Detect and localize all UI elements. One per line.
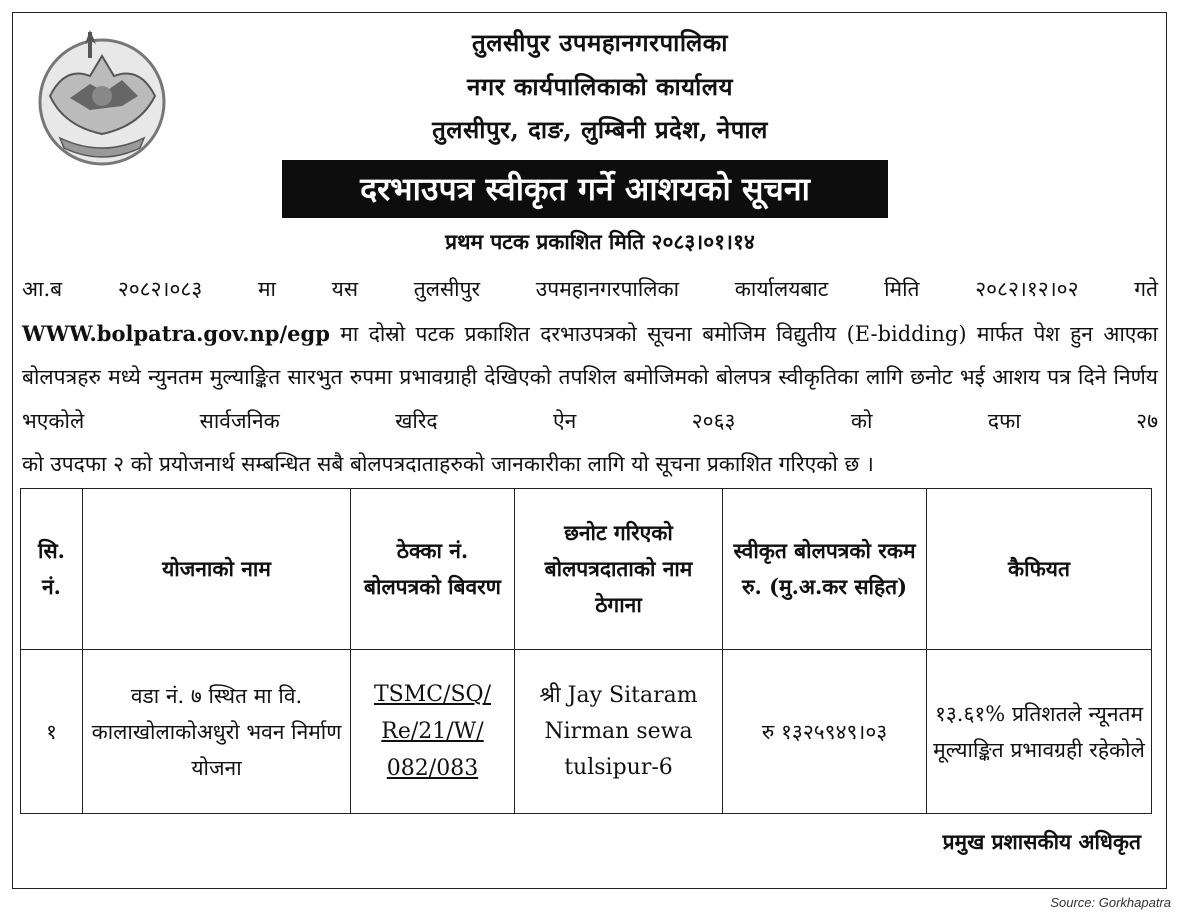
body-last-line: को उपदफा २ को प्रयोजनार्थ सम्बन्धित सबै बोलपत्रदाताहरुको जानकारीका लागि यो सूचना प्रकाशित गरिएको छ ।: [22, 452, 874, 476]
col-header-contract: ठेक्का नं. बोलपत्रको बिवरण: [351, 489, 515, 650]
col-header-remarks: कैफियत: [927, 489, 1152, 650]
award-table: [20, 488, 1152, 814]
nepal-emblem-icon: [30, 26, 175, 171]
body-main: [22, 312, 1158, 444]
signoff-title: प्रमुख प्रशासकीय अधिकृत: [942, 829, 1141, 854]
office-address: तुलसीपुर, दाङ, लुम्बिनी प्रदेश, नेपाल: [432, 115, 768, 144]
egp-url: WWW.bolpatra.gov.np/egp: [22, 320, 330, 346]
contract-number: TSMC/SQ/ Re/21/W/ 082/083: [373, 682, 492, 781]
publish-date: प्रथम पटक प्रकाशित मिति २०८३।०१।१४: [445, 229, 755, 254]
cell-remarks: १३.६१% प्रतिशतले न्यूनतम मूल्याङ्कित प्रभावग्रही रहेकोले: [927, 650, 1152, 814]
notice-title: दरभाउपत्र स्वीकृत गर्ने आशयको सूचना: [282, 160, 888, 218]
cell-contract: [351, 650, 515, 814]
cell-amount: रु १३२५९४९।०३: [723, 650, 927, 814]
col-header-sn: सि. नं.: [21, 489, 83, 650]
cell-sn: १: [21, 650, 83, 814]
table-header-row: [21, 489, 1152, 650]
cell-project: वडा नं. ७ स्थित मा वि. कालाखोलाकोअधुरो भवन निर्माण योजना: [83, 650, 351, 814]
office-department: नगर कार्यपालिकाको कार्यालय: [466, 72, 734, 101]
table-row: [21, 650, 1152, 814]
office-name: तुलसीपुर उपमहानगरपालिका: [472, 28, 728, 57]
notice-body: [22, 268, 1158, 487]
col-header-amount: स्वीकृत बोलपत्रको रकम रु. (मु.अ.कर सहित): [723, 489, 927, 650]
source-credit: Source: Gorkhapatra: [1050, 895, 1171, 910]
col-header-project: योजनाको नाम: [83, 489, 351, 650]
col-header-bidder: छनोट गरिएको बोलपत्रदाताको नाम ठेगाना: [515, 489, 723, 650]
cell-bidder: श्री Jay Sitaram Nirman sewa tulsipur-6: [515, 650, 723, 814]
body-text: मा दोस्रो पटक प्रकाशित दरभाउपत्रको सूचना बमोजिम विद्युतीय (E-bidding) मार्फत पेश हुन आएका बोलपत्रहरु मध्ये न्युनतम मुल्याङ्कित सारभुत रुपमा प्रभावग्राही देखिएको तपशिल बमोजिमको बोलपत्र स्वीकृतिका लागि छनोट भई आशय पत्र दिने निर्णय भएकोले सार्वजनिक खरिद ऐन २०६३ को दफा २७: [22, 321, 1158, 433]
body-first-line: आ.ब २०८२।०८३ मा यस तुलसीपुर उपमहानगरपालिका कार्यालयबाट मिति २०८२।१२।०२ गते: [22, 277, 1158, 301]
